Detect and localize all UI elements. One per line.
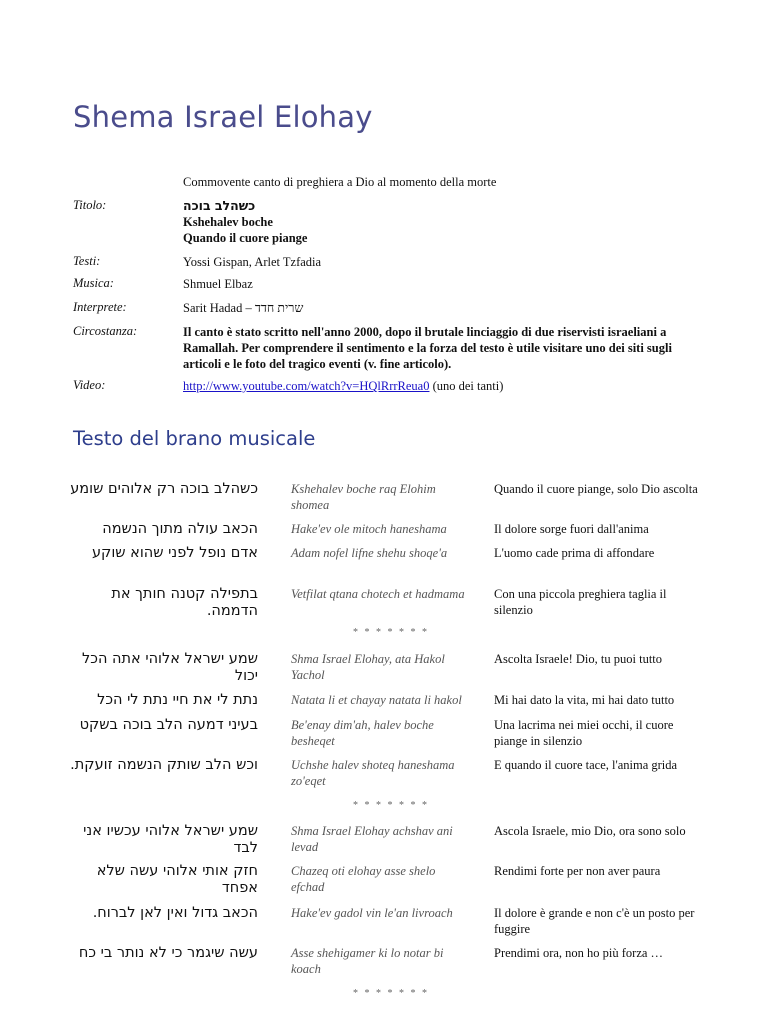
video-label: Video: <box>73 378 106 392</box>
lyric-hebrew: כשהלב בוכה רק אלוהים שומע <box>70 481 258 497</box>
lyric-italian: L'uomo cade prima di affondare <box>494 546 655 560</box>
lyric-italian: Ascola Israele, mio Dio, ora sono solo <box>494 824 686 838</box>
lyric-italian: Mi hai dato la vita, mi hai dato tutto <box>494 693 675 707</box>
testi-value: Yossi Gispan, Arlet Tzfadia <box>183 255 322 269</box>
lyric-transliteration: Chazeq oti elohay asse shelo efchad <box>291 864 436 894</box>
titolo-translit: Kshehalev boche <box>183 215 273 229</box>
lyric-transliteration: Shma Israel Elohay achshav ani levad <box>291 824 453 854</box>
interprete-value: Sarit Hadad – שרית חדד <box>183 301 304 315</box>
stanza-separator: * * * * * * * <box>353 800 429 811</box>
lyric-hebrew: עשה שיגמר כי לא נותר בי כח <box>78 945 258 961</box>
lyric-italian: Una lacrima nei miei occhi, il cuore piange in silenzio <box>494 718 674 748</box>
circostanza-label: Circostanza: <box>73 324 138 338</box>
lyric-italian: Quando il cuore piange, solo Dio ascolta <box>494 482 698 496</box>
section-title: Testo del brano musicale <box>73 427 316 450</box>
lyric-italian: Prendimi ora, non ho più forza … <box>494 946 664 960</box>
lyric-transliteration: Vetfilat qtana chotech et hadmama <box>291 587 465 601</box>
lyric-italian: E quando il cuore tace, l'anima grida <box>494 758 678 772</box>
lyric-transliteration: Kshehalev boche raq Elohim shomea <box>291 482 436 512</box>
titolo-value <box>183 198 683 246</box>
video-note: (uno dei tanti) <box>429 379 504 393</box>
lyric-italian: Ascolta Israele! Dio, tu puoi tutto <box>494 652 663 666</box>
lyric-hebrew: נתת לי את חיי נתת לי הכל <box>97 692 258 708</box>
stanza-separator: * * * * * * * <box>353 988 429 999</box>
lyric-hebrew: שמע ישראל אלוהי עכשיו אני לבד <box>83 823 258 856</box>
lyric-transliteration: Uchshe halev shoteq haneshama zo'eqet <box>291 758 455 788</box>
page-title: Shema Israel Elohay <box>73 100 373 134</box>
lyric-transliteration: Be'enay dim'ah, halev boche besheqet <box>291 718 434 748</box>
video-value <box>183 378 683 394</box>
lyric-hebrew: אדם נופל לפני שהוא שוקע <box>91 545 258 561</box>
lyric-transliteration: Adam nofel lifne shehu shoqe'a <box>291 546 448 560</box>
lyric-hebrew: חזק אותי אלוהי עשה שלא אפחד <box>96 863 258 896</box>
lyric-italian: Rendimi forte per non aver paura <box>494 864 661 878</box>
interprete-label: Interprete: <box>73 300 127 314</box>
titolo-hebrew: כשהלב בוכה <box>183 198 256 213</box>
lyric-hebrew: וכש הלב שותק הנשמה זועקת. <box>70 757 258 773</box>
circostanza-value: Il canto è stato scritto nell'anno 2000, dopo il brutale linciaggio di due riservisti israeliani a Ramallah. Per comprendere il sentimento e la forza del testo è utile visitare uno dei siti sugli articoli e le foto del tragico eventi (v. fine articolo). <box>183 325 672 371</box>
testi-label: Testi: <box>73 254 101 268</box>
lyric-hebrew: בעיני דמעה הלב בוכה בשקט <box>79 717 258 733</box>
musica-value: Shmuel Elbaz <box>183 277 253 291</box>
lyric-transliteration: Natata li et chayay natata li hakol <box>291 693 462 707</box>
intro-text: Commovente canto di preghiera a Dio al momento della morte <box>183 175 497 189</box>
lyric-italian: Il dolore sorge fuori dall'anima <box>494 522 649 536</box>
lyric-hebrew: בתפילה קטנה חותך את הדממה. <box>111 586 258 619</box>
titolo-label: Titolo: <box>73 198 107 212</box>
musica-label: Musica: <box>73 276 114 290</box>
lyric-hebrew: הכאב גדול ואין לאן לברוח. <box>92 905 258 921</box>
video-link[interactable]: http://www.youtube.com/watch?v=HQlRrrReua0 <box>183 379 430 393</box>
lyric-transliteration: Hake'ev ole mitoch haneshama <box>291 522 447 536</box>
lyric-transliteration: Hake'ev gadol vin le'an livroach <box>291 906 453 920</box>
lyric-italian: Con una piccola preghiera taglia il silenzio <box>494 587 667 617</box>
lyric-transliteration: Shma Israel Elohay, ata Hakol Yachol <box>291 652 445 682</box>
lyric-transliteration: Asse shehigamer ki lo notar bi koach <box>291 946 444 976</box>
lyric-italian: Il dolore è grande e non c'è un posto per fuggire <box>494 906 695 936</box>
lyric-hebrew: הכאב עולה מתוך הנשמה <box>102 521 258 537</box>
stanza-separator: * * * * * * * <box>353 627 429 638</box>
lyric-hebrew: שמע ישראל אלוהי אתה הכל יכול <box>82 651 258 684</box>
titolo-italian: Quando il cuore piange <box>183 231 308 245</box>
